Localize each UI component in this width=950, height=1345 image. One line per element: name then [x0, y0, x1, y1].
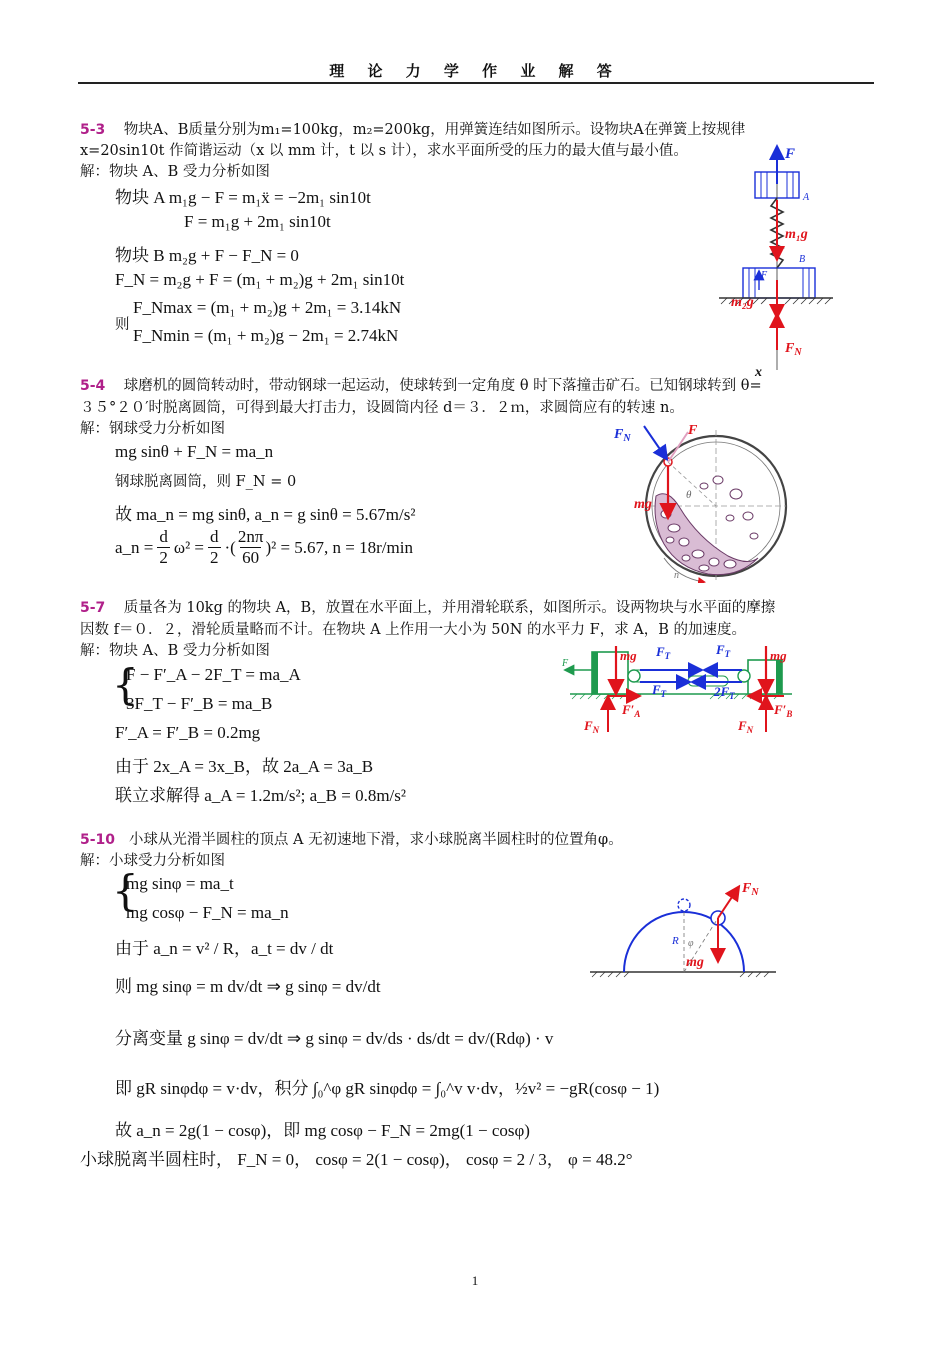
label-FB: $F'_B$ [774, 702, 793, 719]
solution-intro: 解：物块 A、B 受力分析如图 [80, 164, 270, 180]
label-F: F [688, 423, 698, 438]
equation-fn-min: F_Nmin = (m₁ + m₂)g − 2m₁ = 2.74kN [133, 326, 399, 345]
equation: 物块 A m₁g − F = m₁ẍ = −2m₁ sin10t [115, 188, 371, 207]
problem-5-10-line1 [80, 828, 623, 849]
brace: { [112, 660, 139, 709]
problem-5-3-line1 [80, 118, 745, 139]
equation: 故 ma_n = mg sinθ, a_n = g sinθ = 5.67m/s² [115, 505, 416, 524]
problem-number: 5-3 [80, 122, 106, 138]
label-FT-3: $F_T$ [652, 682, 667, 699]
solution-intro: 解：物块 A、B 受力分析如图 [80, 643, 270, 659]
equation: 3F_T − F′_B = ma_B [126, 694, 273, 713]
label-FN-A: $F_N$ [584, 718, 600, 735]
label-A: A [803, 192, 810, 203]
equation: F_N = m₂g + F = (m₁ + m₂)g + 2m₁ sin10t [115, 270, 405, 289]
label-FT-2: $F_T$ [716, 642, 731, 659]
equation: mg sinθ + F_N = ma_n [115, 442, 274, 461]
equation: 分离变量 g sinφ = dv/dt ⇒ g sinφ = dv/ds · ds/dt = dv/(Rdφ) · v [115, 1029, 554, 1048]
then-label: 则 [115, 317, 130, 333]
label-FA: $F'_A$ [622, 702, 641, 719]
label-FN: $F_N$ [785, 341, 802, 358]
header-rule [78, 82, 874, 84]
equation: 钢球脱离圆筒，则 F_N = 0 [115, 474, 297, 490]
equation-speed: a_n = $\frac{d}{2}$ ω² = $\frac{d}{2}$ ·( 2nπ 60 )² = 5.67, n = 18r/min [115, 527, 413, 567]
label-FN-B: $F_N$ [738, 718, 754, 735]
label-F: F [562, 658, 569, 669]
label-F2: F [761, 270, 768, 281]
label-mg-B: mg [770, 648, 787, 663]
label-R: R [672, 935, 679, 947]
label-phi: φ [688, 938, 694, 949]
solution-intro: 解：钢球受力分析如图 [80, 421, 225, 437]
equation: 即 gR sinφdφ = v·dv，积分 ∫₀^φ gR sinφdφ = ∫₀^v v·dv，½v² = −gR(cosφ − 1) [115, 1079, 660, 1098]
figure-ball-mill [608, 418, 788, 583]
label-FN: $F_N$ [742, 881, 759, 898]
problem-number: 5-7 [80, 600, 106, 616]
label-m1g: m₁g [785, 227, 808, 242]
problem-5-7-line1 [80, 596, 775, 617]
label-mg: mg [686, 955, 704, 970]
problem-5-3-line2: x=20sin10t 作简谐运动（x 以 mm 计，t 以 s 计），求水平面所受的压力的最大值与最小值。 [80, 143, 688, 159]
equation: 由于 2x_A = 3x_B，故 2a_A = 3a_B [115, 757, 374, 776]
equation: 由于 a_n = v² / R，a_t = dv / dt [115, 939, 334, 958]
label-theta: θ [686, 489, 692, 501]
label-FT-1: $F_T$ [656, 644, 671, 661]
problem-5-7-line2: 因数 f＝０．２，滑轮质量略而不计。在物块 A 上作用一大小为 50N 的水平力 F，求 A，B 的加速度。 [80, 622, 747, 638]
label-FN: $F_N$ [614, 427, 631, 444]
problem-number: 5-4 [80, 378, 106, 394]
equation: F′_A = F′_B = 0.2mg [115, 723, 261, 742]
label-2FT: $2F_T$ [714, 684, 735, 701]
label-mg: mg [634, 497, 652, 512]
brace: { [112, 866, 139, 915]
equation: 故 a_n = 2g(1 − cosφ)，即 mg cosφ − F_N = 2mg(1 − cosφ) [115, 1121, 530, 1140]
problem-number: 5-10 [80, 832, 116, 848]
equation: F − F′_A − 2F_T = ma_A [126, 665, 301, 684]
problem-5-4-line1 [80, 374, 762, 395]
equation: F = m₁g + 2m₁ sin10t [184, 212, 331, 231]
label-mg: m₂g [731, 295, 754, 310]
equation: mg sinφ = ma_t [126, 874, 234, 893]
figure-pulley-blocks [560, 636, 800, 736]
problem-text: 小球从光滑半圆柱的顶点 A 无初速地下滑，求小球脱离半圆柱时的位置角φ。 [128, 832, 623, 848]
page-header: 理 论 力 学 作 业 解 答 [329, 62, 621, 80]
problem-text: 球磨机的圆筒转动时，带动钢球一起运动，使球转到一定角度 θ 时下落撞击矿石。已知钢球转到 θ= [123, 378, 762, 394]
equation: 物块 B m₂g + F − F_N = 0 [115, 246, 299, 265]
problem-5-4-line2: ３５°２０′时脱离圆筒，可得到最大打击力，设圆筒内径 d＝３．２ｍ，求圆筒应有的转速 n。 [80, 400, 684, 416]
label-mg-A: mg [620, 648, 637, 663]
problem-text: 质量各为 10kg 的物块 A，B，放置在水平面上，并用滑轮联系，如图所示。设两物块与水平面的摩擦 [123, 600, 776, 616]
solution-intro: 解：小球受力分析如图 [80, 853, 225, 869]
label-n: n [674, 570, 679, 581]
equation-fn-max: F_Nmax = (m₁ + m₂)g + 2m₁ = 3.14kN [133, 298, 402, 317]
equation: 联立求解得 a_A = 1.2m/s²; a_B = 0.8m/s² [115, 786, 406, 805]
equation: mg cosφ − F_N = ma_n [126, 903, 289, 922]
equation-result: 小球脱离半圆柱时， F_N = 0， cosφ = 2(1 − cosφ)， cosφ = 2 / 3， φ = 48.2° [80, 1150, 633, 1169]
figure-half-cylinder [590, 872, 780, 980]
label-B: B [799, 254, 806, 265]
figure-spring-blocks [715, 140, 835, 380]
label-x: x [755, 365, 762, 380]
label-F: F [785, 146, 796, 162]
problem-text: 物块A、B质量分别为m₁=100kg，m₂=200kg，用弹簧连结如图所示。设物块A在弹簧上按规律 [123, 122, 746, 138]
page-number: 1 [471, 1273, 479, 1288]
equation: 则 mg sinφ = m dv/dt ⇒ g sinφ = dv/dt [115, 977, 381, 996]
